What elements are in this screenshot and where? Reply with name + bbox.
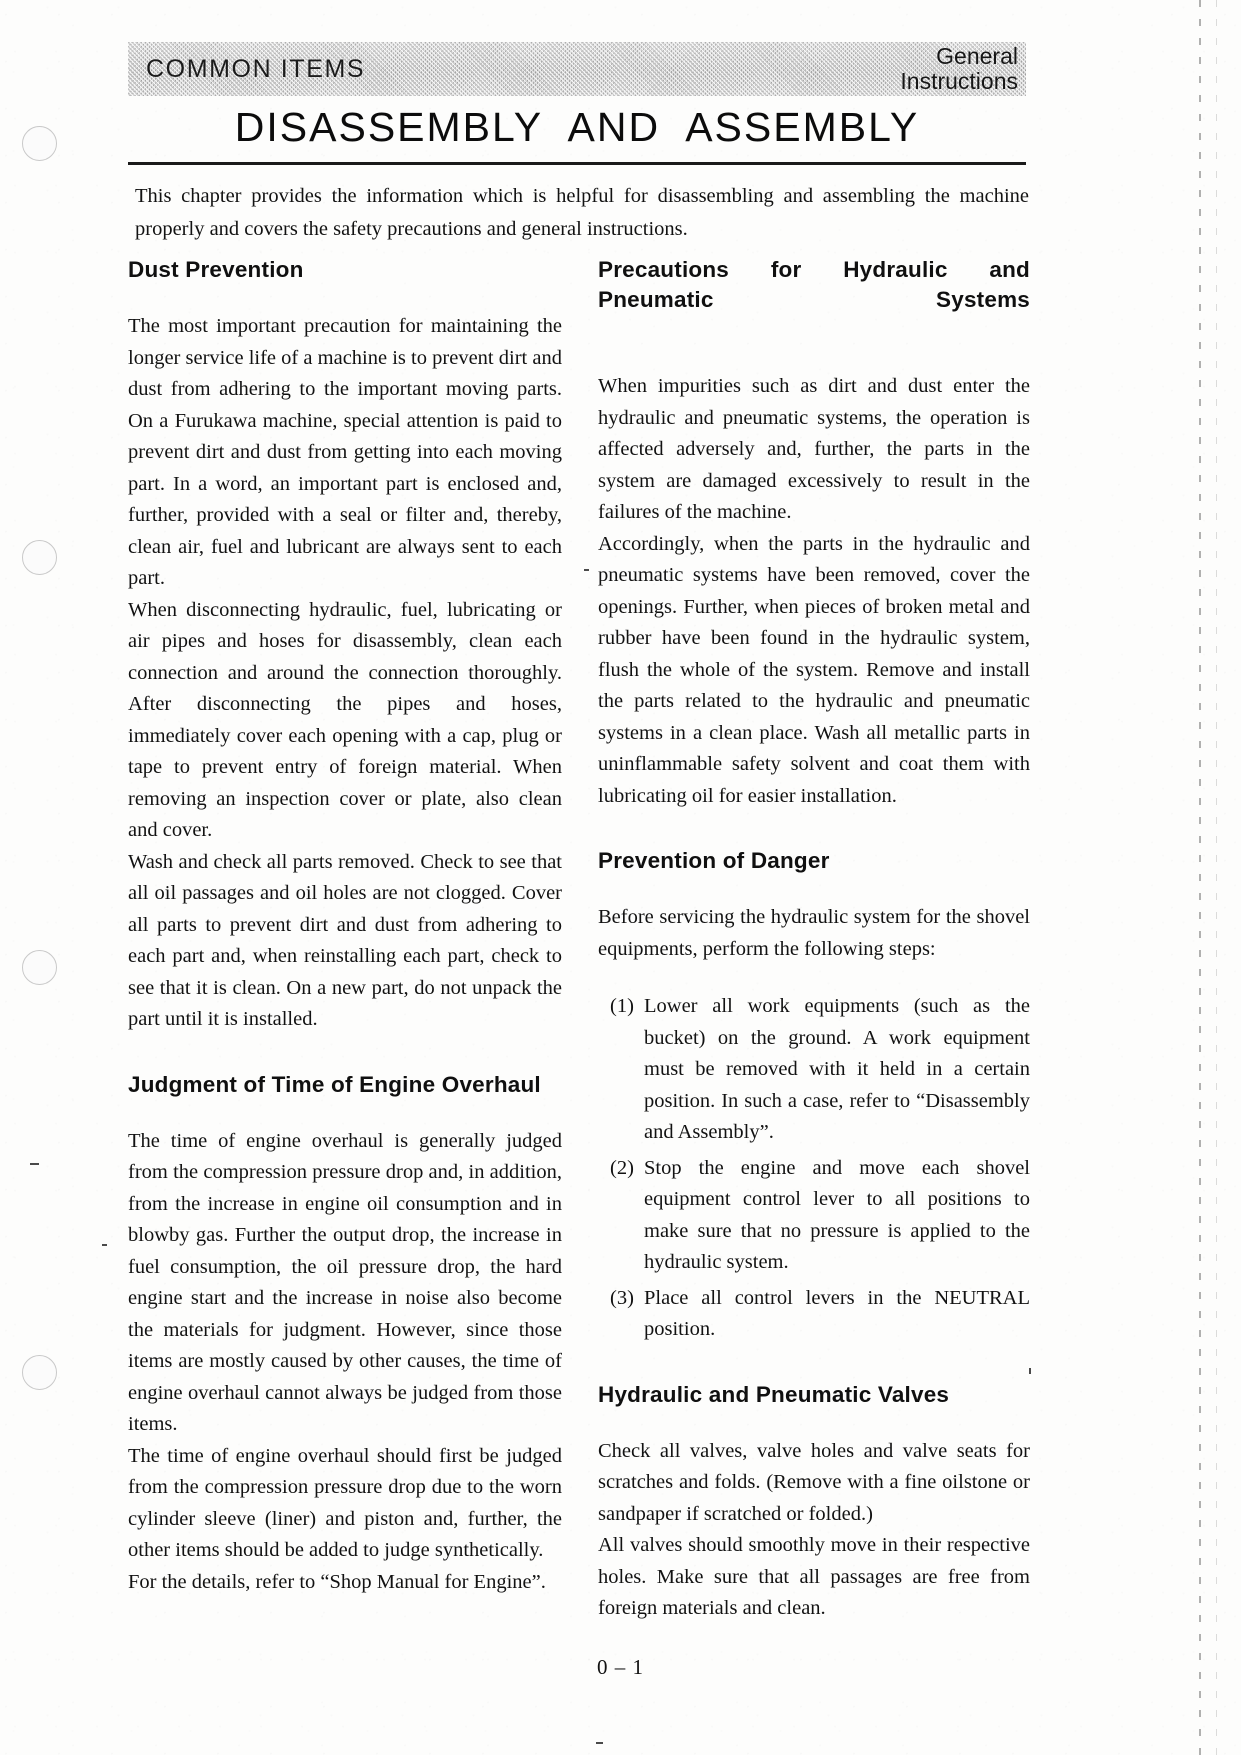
- intro-paragraph: This chapter provides the information which is helpful for disassembling and assembling the machine properly and covers the safety precautions and general instructions.: [135, 185, 1029, 240]
- binder-hole: [22, 126, 57, 161]
- scanner-edge-streak-secondary: [1216, 0, 1217, 1755]
- list-item-number: (3): [610, 1286, 634, 1309]
- paragraph: When disconnecting hydraulic, fuel, lubricating or air pipes and hoses for disassembly, clean each connection and around the connection thoroughly. After disconnecting the pipes and hoses, immediately cover each opening with a cap, plug or tape to prevent entry of foreign material. When removing an inspection cover or plate, also clean and cover.: [128, 598, 562, 841]
- paragraph: Wash and check all parts removed. Check to see that all oil passages and oil holes are not clogged. Cover all parts to prevent dirt and dust from adhering to each part and, when reinstalling each part, check to see that it is clean. On a new part, do not unpack the part until it is installed.: [128, 850, 562, 1030]
- header-section-label-line1: General: [936, 43, 1018, 69]
- list-item: [598, 991, 1030, 1149]
- paragraph: The time of engine overhaul is generally judged from the compression pressure drop and, in addition, from the increase in engine oil consumption and in blowby gas. Further the output drop, the increase in fuel consumption, the oil pressure drop, the hard engine start and the increase in noise also become the materials for judgment. However, since those items are mostly caused by other causes, the time of engine overhaul cannot always be judged from those items.: [128, 1129, 562, 1435]
- prevention-steps-list: [598, 991, 1030, 1346]
- paragraph: The time of engine overhaul should first be judged from the compression pressure drop due to the worn cylinder sleeve (liner) and piston and, further, the other items should be added to judge synthetically.: [128, 1444, 562, 1561]
- page-header-band: [128, 42, 1026, 96]
- paragraph: The most important precaution for maintaining the longer service life of a machine is to prevent dirt and dust from adhering to the important moving parts. On a Furukawa machine, special attention is paid to prevent dirt and dust from getting into each moving part. In a word, an important part is enclosed and, further, provided with a seal or filter and, thereby, clean air, fuel and lubricant are always sent to each part.: [128, 315, 562, 589]
- header-chapter-label: COMMON ITEMS: [146, 54, 366, 83]
- binder-hole: [22, 950, 57, 985]
- list-item-text: Stop the engine and move each shovel equipment control lever to all positions to make sure that no pressure is applied to the hydraulic system.: [644, 1156, 1030, 1273]
- list-item-number: (1): [610, 995, 634, 1017]
- title-divider-rule: [128, 162, 1026, 165]
- list-item: [598, 1283, 1030, 1346]
- heading-hydraulic-and-pneumatic-valves: Hydraulic and Pneumatic Valves: [598, 1381, 950, 1407]
- heading-prevention-of-danger: Prevention of Danger: [598, 848, 830, 873]
- list-item-number: (2): [610, 1156, 634, 1179]
- binder-hole: [22, 540, 57, 575]
- scan-speck: [596, 1742, 603, 1744]
- paragraph: Before servicing the hydraulic system for the shovel equipments, perform the following steps:: [598, 906, 1030, 960]
- list-item-text: Place all control levers in the NEUTRAL position.: [644, 1286, 1030, 1340]
- scan-speck: [30, 1163, 39, 1165]
- page-number: 0 – 1: [597, 1655, 644, 1679]
- closing-reference-note: For the details, refer to “Shop Manual for Engine”.: [128, 1570, 546, 1593]
- scanner-edge-streak: [1199, 0, 1201, 1755]
- right-column: [598, 255, 1030, 1625]
- page-title: DISASSEMBLY AND ASSEMBLY: [234, 104, 920, 150]
- binder-hole: [22, 1355, 57, 1390]
- list-item-text: Lower all work equipments (such as the bucket) on the ground. A work equipment must be removed with it held in a certain position. In such a case, refer to “Disassembly and Assembly”.: [644, 995, 1030, 1143]
- heading-dust-prevention: Dust Prevention: [128, 257, 304, 282]
- header-section-label-line2: Instructions: [900, 68, 1018, 94]
- list-item: [598, 1153, 1030, 1279]
- paragraph: All valves should smoothly move in their respective holes. Make sure that all passages are free from foreign materials and clean.: [598, 1534, 1030, 1619]
- heading-judgment-of-time-of-engine-overhaul: Judgment of Time of Engine Overhaul: [128, 1071, 541, 1097]
- paragraph: When impurities such as dirt and dust enter the hydraulic and pneumatic systems, the operation is affected adversely and, further, the parts in the system are damaged excessively to result in the failures of the machine.: [598, 375, 1030, 523]
- scan-speck: [102, 1244, 107, 1246]
- paragraph: Check all valves, valve holes and valve seats for scratches and folds. (Remove with a fine oilstone or sandpaper if scratched or folded.): [598, 1439, 1030, 1525]
- heading-precautions-hydraulic-pneumatic-systems: Precautions for Hydraulic and Pneumatic Systems: [598, 257, 1030, 312]
- paragraph: Accordingly, when the parts in the hydraulic and pneumatic systems have been removed, cover the openings. Further, when pieces of broken metal and rubber have been found in the hydraulic system, flush the whole of the system. Remove and install the parts related to the hydraulic and pneumatic systems in a clean place. Wash all metallic parts in uninflammable safety solvent and coat them with lubricating oil for easier installation.: [598, 532, 1030, 807]
- left-column: [128, 255, 562, 1598]
- header-section-label: [900, 44, 1026, 94]
- scan-speck: [584, 569, 589, 571]
